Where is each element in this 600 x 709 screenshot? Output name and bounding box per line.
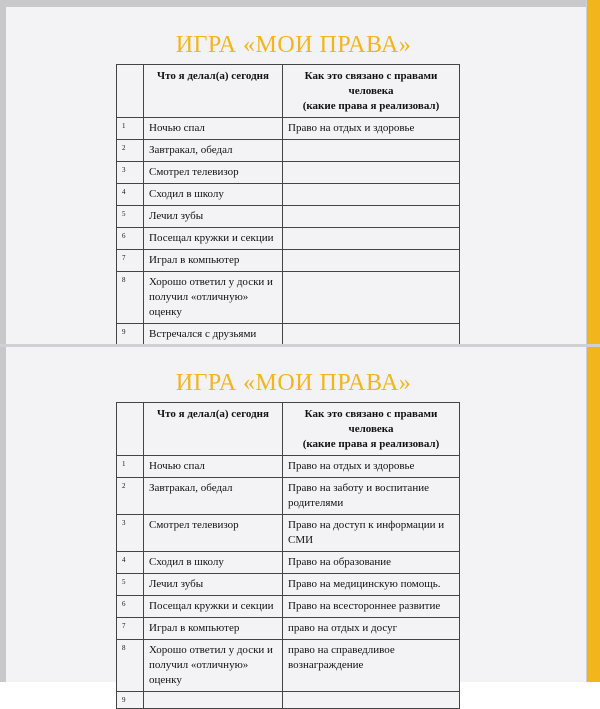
table-row bbox=[117, 692, 460, 709]
row-right: Право на образование bbox=[283, 552, 460, 574]
row-right bbox=[283, 184, 460, 206]
rights-table bbox=[116, 64, 460, 368]
row-activity: Сходил в школу bbox=[144, 184, 283, 206]
header-rights-line3: (какие права я реализовал) bbox=[302, 438, 440, 450]
table-row bbox=[117, 596, 460, 618]
row-activity: Сходил в школу bbox=[144, 552, 283, 574]
right-accent-bar bbox=[587, 0, 600, 346]
slide-1 bbox=[0, 0, 600, 346]
table-row bbox=[117, 184, 460, 206]
table-row bbox=[117, 118, 460, 140]
top-bar bbox=[0, 0, 590, 7]
row-right bbox=[283, 140, 460, 162]
row-right bbox=[283, 206, 460, 228]
row-right: Право на отдых и здоровье bbox=[283, 118, 460, 140]
row-number: 2 bbox=[117, 140, 144, 162]
row-number: 3 bbox=[117, 162, 144, 184]
row-right bbox=[283, 250, 460, 272]
row-right: Право на заботу и воспитание родителями bbox=[283, 478, 460, 515]
header-activity: Что я делал(а) сегодня bbox=[144, 65, 283, 118]
row-right: право на справедливое вознаграждение bbox=[283, 640, 460, 692]
table-row bbox=[117, 162, 460, 184]
row-number: 8 bbox=[117, 272, 144, 324]
header-rights-line1: Как это связано с правами bbox=[304, 408, 438, 420]
row-right bbox=[283, 228, 460, 250]
row-activity: Лечил зубы bbox=[144, 574, 283, 596]
table-row bbox=[117, 456, 460, 478]
row-right bbox=[283, 324, 460, 346]
row-activity: Смотрел телевизор bbox=[144, 162, 283, 184]
table-row bbox=[117, 228, 460, 250]
row-activity bbox=[144, 692, 283, 709]
row-number: 5 bbox=[117, 206, 144, 228]
row-activity: Встречался с друзьями bbox=[144, 324, 283, 346]
row-activity: Посещал кружки и секции bbox=[144, 228, 283, 250]
row-activity: Ночью спал bbox=[144, 456, 283, 478]
header-rights-line2: человека bbox=[348, 423, 394, 435]
slide-2 bbox=[0, 346, 600, 704]
table-header-row bbox=[117, 65, 460, 118]
row-right: Право на отдых и здоровье bbox=[283, 456, 460, 478]
row-number: 1 bbox=[117, 118, 144, 140]
rights-table bbox=[116, 402, 460, 709]
row-number: 3 bbox=[117, 515, 144, 552]
row-right: право на отдых и досуг bbox=[283, 618, 460, 640]
row-number: 8 bbox=[117, 640, 144, 692]
row-number: 1 bbox=[117, 456, 144, 478]
header-rights bbox=[283, 403, 460, 456]
row-number: 5 bbox=[117, 574, 144, 596]
row-right: Право на доступ к информации и СМИ bbox=[283, 515, 460, 552]
row-activity: Играл в компьютер bbox=[144, 250, 283, 272]
row-number: 9 bbox=[117, 324, 144, 346]
row-number: 7 bbox=[117, 618, 144, 640]
row-activity: Лечил зубы bbox=[144, 206, 283, 228]
row-number: 9 bbox=[117, 692, 144, 709]
table-row bbox=[117, 250, 460, 272]
row-activity: Хорошо ответил у доски и получил «отличную» оценку bbox=[144, 272, 283, 324]
row-number: 4 bbox=[117, 184, 144, 206]
header-num-cell bbox=[117, 403, 144, 456]
header-rights bbox=[283, 65, 460, 118]
header-rights-line2: человека bbox=[348, 85, 394, 97]
table-row bbox=[117, 618, 460, 640]
table-row bbox=[117, 640, 460, 692]
row-activity: Играл в компьютер bbox=[144, 618, 283, 640]
table-row bbox=[117, 552, 460, 574]
row-number: 6 bbox=[117, 228, 144, 250]
right-accent-bar bbox=[587, 346, 600, 682]
row-activity: Посещал кружки и секции bbox=[144, 596, 283, 618]
row-number: 2 bbox=[117, 478, 144, 515]
header-rights-line1: Как это связано с правами bbox=[304, 70, 438, 82]
row-activity: Смотрел телевизор bbox=[144, 515, 283, 552]
header-activity: Что я делал(а) сегодня bbox=[144, 403, 283, 456]
row-number: 4 bbox=[117, 552, 144, 574]
row-right: Право на всестороннее развитие bbox=[283, 596, 460, 618]
table-row bbox=[117, 478, 460, 515]
row-right: Право на медицинскую помощь. bbox=[283, 574, 460, 596]
row-right bbox=[283, 272, 460, 324]
row-activity: Ночью спал bbox=[144, 118, 283, 140]
slide-divider bbox=[0, 344, 600, 347]
row-activity: Хорошо ответил у доски и получил «отличную» оценку bbox=[144, 640, 283, 692]
row-activity: Завтракал, обедал bbox=[144, 478, 283, 515]
row-number: 6 bbox=[117, 596, 144, 618]
row-right bbox=[283, 162, 460, 184]
table-row bbox=[117, 272, 460, 324]
table-row bbox=[117, 140, 460, 162]
header-num-cell bbox=[117, 65, 144, 118]
slide-title: ИГРА «МОИ ПРАВА» bbox=[175, 32, 412, 58]
table-row bbox=[117, 206, 460, 228]
row-right bbox=[283, 692, 460, 709]
table-header-row bbox=[117, 403, 460, 456]
row-number: 7 bbox=[117, 250, 144, 272]
row-activity: Завтракал, обедал bbox=[144, 140, 283, 162]
table-row bbox=[117, 324, 460, 346]
slide-title: ИГРА «МОИ ПРАВА» bbox=[175, 370, 412, 396]
header-rights-line3: (какие права я реализовал) bbox=[302, 100, 440, 112]
table-row bbox=[117, 574, 460, 596]
table-row bbox=[117, 515, 460, 552]
